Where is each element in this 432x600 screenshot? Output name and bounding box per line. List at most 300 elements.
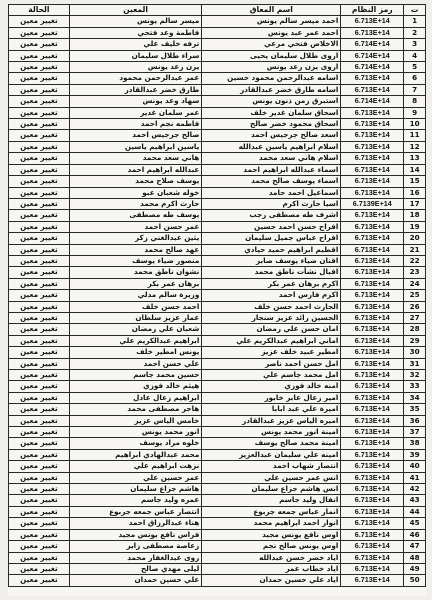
row-supporter: ميسر سالم يونس (69, 16, 201, 27)
row-number: 20 (404, 233, 426, 244)
row-supporter: حسين محمد جاسم (69, 370, 201, 381)
row-system-code: 6.713E+14 (341, 392, 404, 403)
row-number: 50 (404, 575, 426, 586)
row-supporter: فاطمة وعد فتحي (69, 27, 201, 38)
row-status: تغيير معين (9, 119, 70, 130)
row-status: تغيير معين (9, 16, 70, 27)
row-supporter: ترفه خليف علي (69, 39, 201, 50)
table-row (9, 267, 426, 278)
row-supporter: حارث اكرم محمد (69, 198, 201, 209)
row-number: 23 (404, 267, 426, 278)
row-number: 27 (404, 312, 426, 323)
row-system-code: 6.713E+14 (341, 495, 404, 506)
row-number: 49 (404, 563, 426, 574)
row-disabled-name: اسعد صالح جرجيس احمد (202, 130, 341, 141)
row-supporter: محمد عبدالهادي ابراهيم (69, 449, 201, 460)
table-row (9, 233, 426, 244)
table-row (9, 438, 426, 449)
row-supporter: روى عبدالغفار محمد (69, 552, 201, 563)
row-system-code: 6.713E+14 (341, 267, 404, 278)
row-status: تغيير معين (9, 404, 70, 415)
row-number: 45 (404, 518, 426, 529)
row-number: 31 (404, 358, 426, 369)
row-supporter: نزهت ابراهيم علي (69, 461, 201, 472)
table-row (9, 187, 426, 198)
row-system-code: 6.714E+14 (341, 62, 404, 73)
row-number: 24 (404, 278, 426, 289)
row-number: 6 (404, 73, 426, 84)
row-status: تغيير معين (9, 278, 70, 289)
row-system-code: 6.713E+14 (341, 119, 404, 130)
table-row (9, 301, 426, 312)
table-row (9, 27, 426, 38)
row-disabled-name: اكرم فارس احمد (202, 290, 341, 301)
row-number: 1 (404, 16, 426, 27)
row-number: 26 (404, 301, 426, 312)
row-number: 46 (404, 529, 426, 540)
table-row (9, 96, 426, 107)
row-number: 19 (404, 221, 426, 232)
table-row (9, 347, 426, 358)
row-system-code: 6.713E+14 (341, 176, 404, 187)
row-disabled-name: امينة محمد صالح يوسف (202, 438, 341, 449)
row-system-code: 6.714E+14 (341, 96, 404, 107)
row-number: 16 (404, 187, 426, 198)
row-number: 14 (404, 164, 426, 175)
row-supporter: ابراهيم عبدالكريم علي (69, 335, 201, 346)
row-disabled-name: امان حسن علي رمضان (202, 324, 341, 335)
row-disabled-name: الحسين رائد عزيز سنجار (202, 312, 341, 323)
table-row (9, 141, 426, 152)
row-system-code: 6.713E+14 (341, 255, 404, 266)
table-row (9, 210, 426, 221)
header-system-code: رمز النظام (341, 5, 404, 16)
row-disabled-name: اسلام هاني سعد محمد (202, 153, 341, 164)
row-disabled-name: انفال وليد جاسم (202, 495, 341, 506)
row-number: 5 (404, 62, 426, 73)
row-system-code: 6.713E+14 (341, 552, 404, 563)
row-status: تغيير معين (9, 130, 70, 141)
row-disabled-name: اسحاق محمود خضر صالح (202, 119, 341, 130)
row-supporter: عمر حسن احمد (69, 221, 201, 232)
row-disabled-name: اسماء عبدالله ابراهيم احمد (202, 164, 341, 175)
row-supporter: يزن رعد يونس (69, 62, 201, 73)
row-number: 3 (404, 39, 426, 50)
row-status: تغيير معين (9, 62, 70, 73)
row-system-code: 6.713E+14 (341, 415, 404, 426)
row-status: تغيير معين (9, 221, 70, 232)
row-supporter: ياسين ابراهيم ياسين (69, 141, 201, 152)
row-disabled-name: اقطيم ابراهيم حميد حيادي (202, 244, 341, 255)
row-status: تغيير معين (9, 552, 70, 563)
row-system-code: 6.713E+14 (341, 153, 404, 164)
table-row (9, 358, 426, 369)
row-supporter: يوسف طه مصطفى (69, 210, 201, 221)
row-disabled-name: اسامه عبدالرحمن محمود حسين (202, 73, 341, 84)
table-row (9, 176, 426, 187)
row-number: 35 (404, 404, 426, 415)
row-disabled-name: افراح حسن احمد حسين (202, 221, 341, 232)
table-sheet (8, 4, 426, 596)
row-supporter: ابراهيم زعال عادل (69, 392, 201, 403)
row-status: تغيير معين (9, 107, 70, 118)
row-system-code: 6.713E+14 (341, 244, 404, 255)
row-status: تغيير معين (9, 39, 70, 50)
row-system-code: 6.713E+14 (341, 347, 404, 358)
row-disabled-name: اقنان ضياء يوسف صابر (202, 255, 341, 266)
row-supporter: فراس نافع يونس مجيد (69, 529, 201, 540)
row-disabled-name: اسامه طارق خضر عبدالقادر (202, 84, 341, 95)
table-row (9, 552, 426, 563)
table-row (9, 518, 426, 529)
row-system-code: 6.713E+14 (341, 27, 404, 38)
row-status: تغيير معين (9, 484, 70, 495)
row-system-code: 6.713E+14 (341, 210, 404, 221)
row-system-code: 6.714E+14 (341, 50, 404, 61)
row-disabled-name: انمار عباس جمعه جربوع (202, 506, 341, 517)
table-row (9, 153, 426, 164)
row-supporter: نشوان ناطق محمد (69, 267, 201, 278)
row-number: 39 (404, 449, 426, 460)
row-supporter: عمار عزيز سلطان (69, 312, 201, 323)
row-number: 37 (404, 427, 426, 438)
row-system-code: 6.713E+14 (341, 541, 404, 552)
table-row (9, 484, 426, 495)
table-row (9, 370, 426, 381)
row-supporter: احمد حسن خلف (69, 301, 201, 312)
table-row (9, 73, 426, 84)
row-status: تغيير معين (9, 529, 70, 540)
table-row (9, 427, 426, 438)
row-status: تغيير معين (9, 449, 70, 460)
row-system-code: 6.713E+14 (341, 324, 404, 335)
row-supporter: خلوه مراد يوسف (69, 438, 201, 449)
row-status: تغيير معين (9, 84, 70, 95)
row-supporter: هاجر مصطفى محمد (69, 404, 201, 415)
row-system-code: 6.713E+14 (341, 506, 404, 517)
header-supporter: المعين (69, 5, 201, 16)
table-row (9, 255, 426, 266)
row-number: 7 (404, 84, 426, 95)
table-row (9, 415, 426, 426)
row-disabled-name: اروى طلال سليمان يحيى (202, 50, 341, 61)
row-disabled-name: انتصار شهاب احمد (202, 461, 341, 472)
row-status: تغيير معين (9, 541, 70, 552)
row-disabled-name: اوس يونس صالح نجم (202, 541, 341, 552)
row-system-code: 6.713E+14 (341, 370, 404, 381)
row-status: تغيير معين (9, 153, 70, 164)
row-disabled-name: امير زعال عابر خابور (202, 392, 341, 403)
table-row (9, 506, 426, 517)
table-row (9, 290, 426, 301)
row-supporter: وزيرة سالم مدلي (69, 290, 201, 301)
table-row (9, 16, 426, 27)
row-status: تغيير معين (9, 335, 70, 346)
row-number: 28 (404, 324, 426, 335)
row-system-code: 6.713E+14 (341, 233, 404, 244)
table-row (9, 278, 426, 289)
row-disabled-name: اوس نافع يونس مجيد (202, 529, 341, 540)
table-row (9, 107, 426, 118)
table-body (9, 16, 426, 586)
row-system-code: 6.713E+14 (341, 312, 404, 323)
row-supporter: علي حسن احمد (69, 358, 201, 369)
table-row (9, 312, 426, 323)
table-row (9, 84, 426, 95)
row-number: 4 (404, 50, 426, 61)
row-number: 21 (404, 244, 426, 255)
row-system-code: 6.713E+14 (341, 381, 404, 392)
row-status: تغيير معين (9, 290, 70, 301)
table-row (9, 472, 426, 483)
row-status: تغيير معين (9, 438, 70, 449)
row-status: تغيير معين (9, 324, 70, 335)
row-system-code: 6.713E+14 (341, 290, 404, 301)
row-disabled-name: اسماء يوسف صالح محمد (202, 176, 341, 187)
row-status: تغيير معين (9, 233, 70, 244)
row-disabled-name: انس هاشم جزاع سليمان (202, 484, 341, 495)
row-supporter: خوله شعبان عبو (69, 187, 201, 198)
row-status: تغيير معين (9, 244, 70, 255)
table-row (9, 541, 426, 552)
row-number: 43 (404, 495, 426, 506)
row-system-code: 6.713E+14 (341, 461, 404, 472)
row-system-code: 6.714E+14 (341, 39, 404, 50)
row-disabled-name: الاخلاص فتحي مرعي (202, 39, 341, 50)
table-row (9, 130, 426, 141)
table-row (9, 324, 426, 335)
row-system-code: 6.713E+14 (341, 73, 404, 84)
row-disabled-name: اماني ابراهيم عبدالكريم علي (202, 335, 341, 346)
row-supporter: انور محمد يونس (69, 427, 201, 438)
table-row (9, 529, 426, 540)
row-status: تغيير معين (9, 141, 70, 152)
row-number: 38 (404, 438, 426, 449)
row-status: تغيير معين (9, 370, 70, 381)
table-row (9, 335, 426, 346)
row-disabled-name: اميره الياس عزيز عبدالقادر (202, 415, 341, 426)
row-status: تغيير معين (9, 50, 70, 61)
table-row (9, 164, 426, 175)
row-number: 42 (404, 484, 426, 495)
row-system-code: 6.713E+14 (341, 141, 404, 152)
row-disabled-name: اقبال نشأت ناطق محمد (202, 267, 341, 278)
row-disabled-name: اميرة علي عبد ابابا (202, 404, 341, 415)
row-status: تغيير معين (9, 255, 70, 266)
row-system-code: 6.713E+14 (341, 449, 404, 460)
row-supporter: برهان عمر بكر (69, 278, 201, 289)
table-row (9, 495, 426, 506)
table-row (9, 381, 426, 392)
row-number: 18 (404, 210, 426, 221)
row-disabled-name: امل حسن احمد ناصر (202, 358, 341, 369)
row-disabled-name: اسيا حارث اكرم (202, 198, 341, 209)
row-number: 41 (404, 472, 426, 483)
row-status: تغيير معين (9, 392, 70, 403)
row-supporter: عبدالله ابراهيم احمد (69, 164, 201, 175)
row-disabled-name: امينه علي سليمان عبدالعزيز (202, 449, 341, 460)
row-number: 2 (404, 27, 426, 38)
header-number: ت (404, 5, 426, 16)
row-number: 11 (404, 130, 426, 141)
row-number: 34 (404, 392, 426, 403)
row-disabled-name: اياد خطاب عمر (202, 563, 341, 574)
row-number: 36 (404, 415, 426, 426)
table-row (9, 221, 426, 232)
row-supporter: عمر سلمان غدير (69, 107, 201, 118)
table-row (9, 404, 426, 415)
row-status: تغيير معين (9, 415, 70, 426)
row-disabled-name: انوار احمد ابراهيم محمد (202, 518, 341, 529)
row-supporter: عمره وليد جاسم (69, 495, 201, 506)
row-system-code: 6.713E+14 (341, 16, 404, 27)
row-disabled-name: اكرم برهان عمر بكر (202, 278, 341, 289)
row-number: 22 (404, 255, 426, 266)
table-row (9, 244, 426, 255)
row-system-code: 6.713E+14 (341, 404, 404, 415)
row-supporter: عمر عبدالرحمن محمود (69, 73, 201, 84)
row-system-code: 6.713E+14 (341, 484, 404, 495)
row-supporter: سراء طلال سليمان (69, 50, 201, 61)
row-supporter: طارق خضر عبدالقادر (69, 84, 201, 95)
row-disabled-name: استبرق زمن ذنون يونس (202, 96, 341, 107)
row-status: تغيير معين (9, 96, 70, 107)
row-status: تغيير معين (9, 312, 70, 323)
row-system-code: 6.713E+14 (341, 278, 404, 289)
row-disabled-name: امينة انور محمد يونس (202, 427, 341, 438)
table-row (9, 119, 426, 130)
row-status: تغيير معين (9, 267, 70, 278)
row-system-code: 6.713E+14 (341, 107, 404, 118)
row-supporter: سهاد وعد يونس (69, 96, 201, 107)
row-disabled-name: اياد علي حسين حمدان (202, 575, 341, 586)
row-status: تغيير معين (9, 472, 70, 483)
row-supporter: يوسف صلاح محمد (69, 176, 201, 187)
row-disabled-name: امل محمد جاسم علي (202, 370, 341, 381)
row-disabled-name: انس عمر حسين علي (202, 472, 341, 483)
row-number: 44 (404, 506, 426, 517)
row-supporter: يونس امطير خلف (69, 347, 201, 358)
row-disabled-name: امنه خالد فوزي (202, 381, 341, 392)
row-disabled-name: احمد ميسر سالم يونس (202, 16, 341, 27)
row-status: تغيير معين (9, 563, 70, 574)
row-system-code: 6.713E+14 (341, 335, 404, 346)
table-row (9, 39, 426, 50)
row-system-code: 6.713E+14 (341, 518, 404, 529)
row-number: 10 (404, 119, 426, 130)
row-status: تغيير معين (9, 495, 70, 506)
row-supporter: خامس الياس عزيز (69, 415, 201, 426)
header-row (9, 5, 426, 16)
row-supporter: علي حسين حمدان (69, 575, 201, 586)
row-supporter: زعاصة مصطفى زاير (69, 541, 201, 552)
row-status: تغيير معين (9, 358, 70, 369)
header-status: الحالة (9, 5, 70, 16)
row-supporter: انتصار عباس جمعه جربوع (69, 506, 201, 517)
row-status: تغيير معين (9, 381, 70, 392)
row-supporter: منصور ضياء يوسف (69, 255, 201, 266)
row-disabled-name: اشرف طه مصطفى رجب (202, 210, 341, 221)
row-status: تغيير معين (9, 210, 70, 221)
row-number: 25 (404, 290, 426, 301)
row-number: 32 (404, 370, 426, 381)
row-status: تغيير معين (9, 73, 70, 84)
row-system-code: 6.7139E+14 (341, 198, 404, 209)
row-status: تغيير معين (9, 575, 70, 586)
row-system-code: 6.713E+14 (341, 358, 404, 369)
table-row (9, 50, 426, 61)
row-status: تغيير معين (9, 198, 70, 209)
row-disabled-name: اسحاق سلمان غدير خلف (202, 107, 341, 118)
row-supporter: هناء عبدالرزاق احمد (69, 518, 201, 529)
table-row (9, 563, 426, 574)
table-row (9, 449, 426, 460)
row-number: 13 (404, 153, 426, 164)
row-status: تغيير معين (9, 176, 70, 187)
table-row (9, 461, 426, 472)
row-disabled-name: اسلام ابراهيم ياسين عبدالله (202, 141, 341, 152)
row-supporter: عمر حسين علي (69, 472, 201, 483)
row-status: تغيير معين (9, 301, 70, 312)
row-number: 12 (404, 141, 426, 152)
beneficiaries-table (8, 4, 426, 587)
row-system-code: 6.713E+14 (341, 130, 404, 141)
row-disabled-name: احمد عمر عبد يونس (202, 27, 341, 38)
row-disabled-name: افراح عباس جميل سليمان (202, 233, 341, 244)
table-row (9, 392, 426, 403)
row-disabled-name: اياد خضر حسن عبدالله (202, 552, 341, 563)
table-row (9, 198, 426, 209)
row-number: 8 (404, 96, 426, 107)
row-supporter: عهد صالح محمد (69, 244, 201, 255)
row-supporter: فاطمه نجم احمد (69, 119, 201, 130)
row-status: تغيير معين (9, 518, 70, 529)
row-system-code: 6.713E+14 (341, 472, 404, 483)
row-disabled-name: امطير عبيد خلف عزيز (202, 347, 341, 358)
row-system-code: 6.713E+14 (341, 529, 404, 540)
row-system-code: 6.713E+14 (341, 187, 404, 198)
row-supporter: يثين عبدالغني زكر (69, 233, 201, 244)
row-supporter: ليلى مهدي صالح (69, 563, 201, 574)
row-number: 15 (404, 176, 426, 187)
row-status: تغيير معين (9, 506, 70, 517)
row-status: تغيير معين (9, 164, 70, 175)
header-disabled-name: اسم المعاق (202, 5, 341, 16)
row-number: 17 (404, 198, 426, 209)
row-number: 30 (404, 347, 426, 358)
row-system-code: 6.713E+14 (341, 301, 404, 312)
row-number: 40 (404, 461, 426, 472)
table-row (9, 62, 426, 73)
row-supporter: شعبان علي رمضان (69, 324, 201, 335)
row-system-code: 6.713E+14 (341, 438, 404, 449)
table-row (9, 575, 426, 586)
row-system-code: 6.713E+14 (341, 575, 404, 586)
row-status: تغيير معين (9, 187, 70, 198)
row-status: تغيير معين (9, 461, 70, 472)
row-status: تغيير معين (9, 27, 70, 38)
row-disabled-name: اروى يزن رعد يونس (202, 62, 341, 73)
row-system-code: 6.713E+14 (341, 84, 404, 95)
row-supporter: هاني سعد محمد (69, 153, 201, 164)
row-system-code: 6.713E+14 (341, 221, 404, 232)
row-number: 9 (404, 107, 426, 118)
row-supporter: هيثم خالد فوزي (69, 381, 201, 392)
row-system-code: 6.713E+14 (341, 563, 404, 574)
row-number: 48 (404, 552, 426, 563)
row-disabled-name: اسماعيل احمد حامد (202, 187, 341, 198)
row-number: 33 (404, 381, 426, 392)
